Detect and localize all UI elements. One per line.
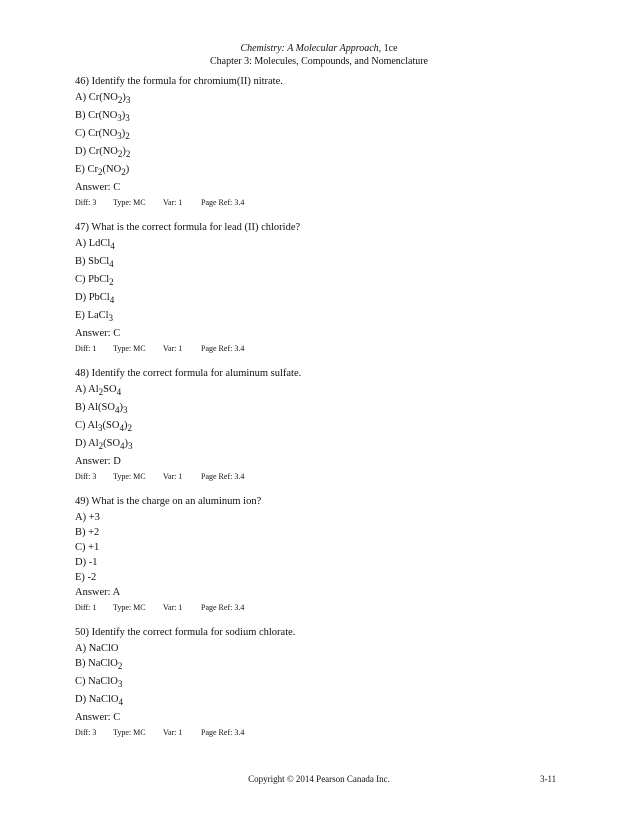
- answer-option: [75, 693, 575, 707]
- answer-key: Answer: D: [75, 456, 121, 467]
- subscript: 2: [127, 423, 132, 433]
- subscript: 3: [128, 441, 133, 451]
- answer-key: Answer: C: [75, 328, 121, 339]
- answer-option: [75, 273, 575, 287]
- question-47: [75, 221, 575, 354]
- difficulty: Diff: 3: [75, 472, 97, 481]
- variant: Var: 1: [163, 472, 183, 481]
- question-46: [75, 75, 575, 208]
- difficulty: Diff: 3: [75, 198, 97, 207]
- page-header: [0, 42, 638, 68]
- question-stem: 47) What is the correct formula for lead (II) chloride?: [75, 222, 301, 233]
- subscript: 4: [109, 259, 114, 269]
- subscript: 3: [125, 95, 131, 105]
- option-text: E) Cr: [75, 164, 99, 175]
- option-text: B) SbCl: [75, 256, 110, 267]
- subscript: 2: [98, 441, 104, 451]
- page-ref: Page Ref: 3.4: [201, 198, 245, 207]
- answer-option: [75, 383, 575, 397]
- page-ref: Page Ref: 3.4: [201, 472, 245, 481]
- answer-option: [75, 571, 575, 585]
- copyright-text: Copyright © 2014 Pearson Canada Inc.: [248, 774, 390, 784]
- answer-option: [75, 419, 575, 433]
- question-type: Type: MC: [113, 728, 146, 737]
- answer-option: [75, 255, 575, 269]
- subscript: 4: [110, 241, 115, 251]
- option-text: ): [121, 110, 126, 121]
- subscript: 2: [117, 661, 123, 671]
- option-text: C) PbCl: [75, 274, 110, 285]
- answer-option: [75, 437, 575, 451]
- option-text: C) Cr(NO: [75, 128, 118, 139]
- answer-option: [75, 556, 575, 570]
- answer-option: [75, 401, 575, 415]
- option-text: E) -2: [75, 572, 97, 583]
- option-text: (SO: [103, 438, 121, 449]
- question-stem: 49) What is the charge on an aluminum ion?: [75, 496, 262, 507]
- edition: 1ce: [381, 43, 398, 54]
- difficulty: Diff: 1: [75, 603, 97, 612]
- variant: Var: 1: [163, 344, 183, 353]
- answer-option: [75, 91, 575, 105]
- option-text: B) NaClO: [75, 658, 118, 669]
- header-title-line: [0, 42, 638, 55]
- subscript: 2: [98, 387, 104, 397]
- subscript: 4: [114, 405, 120, 415]
- option-text: D) Cr(NO: [75, 146, 118, 157]
- answer-option: [75, 526, 575, 540]
- answer-option: [75, 237, 575, 251]
- subscript: 2: [109, 277, 114, 287]
- option-text: ): [121, 128, 126, 139]
- answer-option: [75, 109, 575, 123]
- option-text: ): [125, 164, 130, 175]
- subscript: 2: [117, 149, 123, 159]
- question-meta: [75, 602, 575, 613]
- option-text: ): [122, 146, 126, 157]
- difficulty: Diff: 3: [75, 728, 97, 737]
- answer-option: [75, 642, 575, 656]
- subscript: 2: [121, 167, 126, 177]
- answer-option: [75, 145, 575, 159]
- option-text: D) -1: [75, 557, 98, 568]
- subscript: 3: [117, 679, 123, 689]
- question-type: Type: MC: [113, 603, 146, 612]
- option-text: B) +2: [75, 527, 100, 538]
- option-text: ): [122, 92, 126, 103]
- question-meta: [75, 727, 575, 738]
- difficulty: Diff: 1: [75, 344, 97, 353]
- question-meta: [75, 197, 575, 208]
- option-text: ): [119, 402, 123, 413]
- option-text: ): [124, 438, 129, 449]
- question-49: [75, 495, 575, 613]
- answer-option: [75, 163, 575, 177]
- option-text: SO: [103, 384, 117, 395]
- page-ref: Page Ref: 3.4: [201, 728, 245, 737]
- option-text: D) PbCl: [75, 292, 110, 303]
- question-type: Type: MC: [113, 472, 146, 481]
- question-50: [75, 626, 575, 738]
- option-text: A) NaClO: [75, 643, 119, 654]
- subscript: 3: [117, 113, 122, 123]
- subscript: 4: [120, 441, 125, 451]
- option-text: C) +1: [75, 542, 100, 553]
- answer-key: Answer: C: [75, 182, 121, 193]
- option-text: C) NaClO: [75, 676, 118, 687]
- option-text: B) Al(SO: [75, 402, 115, 413]
- option-text: C) Al: [75, 420, 99, 431]
- question-stem: 50) Identify the correct formula for sodium chlorate.: [75, 627, 296, 638]
- variant: Var: 1: [163, 198, 183, 207]
- answer-option: [75, 291, 575, 305]
- option-text: B) Cr(NO: [75, 110, 118, 121]
- answer-option: [75, 675, 575, 689]
- option-text: D) NaClO: [75, 694, 119, 705]
- option-text: A) +3: [75, 512, 100, 523]
- answer-option: [75, 511, 575, 525]
- page-number: 3-11: [540, 774, 557, 784]
- page-ref: Page Ref: 3.4: [201, 344, 245, 353]
- question-type: Type: MC: [113, 344, 146, 353]
- question-meta: [75, 343, 575, 354]
- subscript: 4: [109, 295, 115, 305]
- answer-key: Answer: C: [75, 712, 121, 723]
- option-text: ): [123, 420, 128, 431]
- question-48: [75, 367, 575, 482]
- question-list: [75, 75, 575, 751]
- option-text: E) LaCl: [75, 310, 109, 321]
- option-text: A) Cr(NO: [75, 92, 118, 103]
- option-text: (SO: [102, 420, 120, 431]
- subscript: 3: [98, 423, 103, 433]
- subscript: 2: [117, 95, 123, 105]
- chapter-title: Chapter 3: Molecules, Compounds, and Nomenclature: [209, 56, 428, 67]
- question-type: Type: MC: [113, 198, 146, 207]
- subscript: 2: [125, 149, 131, 159]
- answer-option: [75, 541, 575, 555]
- subscript: 2: [125, 131, 130, 141]
- subscript: 3: [122, 405, 128, 415]
- answer-option: [75, 657, 575, 671]
- subscript: 4: [118, 697, 123, 707]
- option-text: (NO: [102, 164, 122, 175]
- book-title: Chemistry: A Molecular Approach,: [240, 43, 382, 54]
- answer-key: Answer: A: [75, 587, 121, 598]
- option-text: A) LdCl: [75, 238, 111, 249]
- subscript: 3: [108, 313, 114, 323]
- subscript: 4: [119, 423, 124, 433]
- subscript: 3: [117, 131, 122, 141]
- subscript: 3: [125, 113, 130, 123]
- option-text: D) Al: [75, 438, 99, 449]
- subscript: 4: [116, 387, 122, 397]
- option-text: A) Al: [75, 384, 99, 395]
- answer-option: [75, 127, 575, 141]
- question-stem: 46) Identify the formula for chromium(II) nitrate.: [75, 76, 283, 87]
- answer-option: [75, 309, 575, 323]
- page-ref: Page Ref: 3.4: [201, 603, 245, 612]
- variant: Var: 1: [163, 728, 183, 737]
- question-meta: [75, 471, 575, 482]
- subscript: 2: [98, 167, 103, 177]
- question-stem: 48) Identify the correct formula for aluminum sulfate.: [75, 368, 302, 379]
- variant: Var: 1: [163, 603, 183, 612]
